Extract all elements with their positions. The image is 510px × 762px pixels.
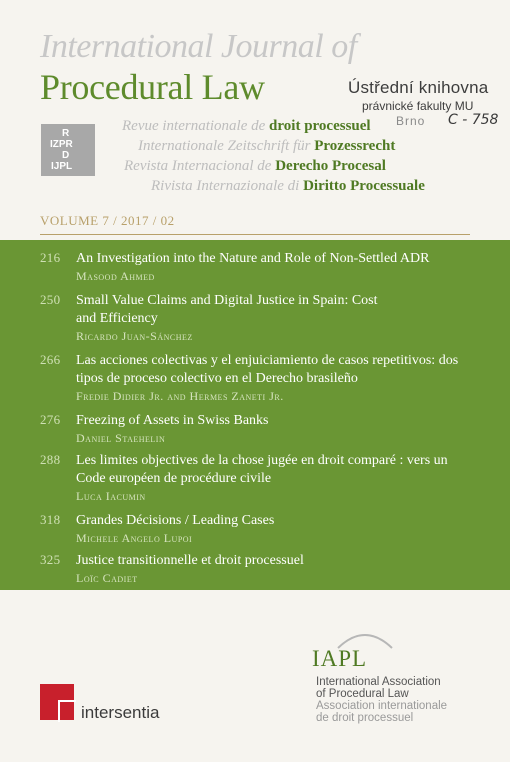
publisher-name: intersentia xyxy=(81,703,160,722)
contents-author: Loïc Cadiet xyxy=(76,571,138,585)
journal-title-line1: International Journal of xyxy=(40,28,357,65)
contents-page-number: 288 xyxy=(40,452,61,467)
contents-author: Masood Ahmed xyxy=(76,269,155,283)
subtitle-italian-bold: Diritto Processuale xyxy=(303,178,425,194)
divider-rule xyxy=(40,234,470,235)
journal-title-line2: Procedural Law xyxy=(40,67,265,107)
iapl-acronym: IAPL xyxy=(312,646,368,671)
stamp-city: Brno xyxy=(396,114,426,128)
contents-title: An Investigation into the Nature and Role of Non-Settled ADR xyxy=(76,251,430,266)
contents-author: Daniel Staehelin xyxy=(76,431,166,445)
contents-band xyxy=(0,240,510,590)
subtitle-spanish-prefix: Revista Internacional de xyxy=(124,158,276,174)
contents-author: Ricardo Juan-Sánchez xyxy=(76,329,193,343)
contents-page-number: 276 xyxy=(40,412,61,427)
contents-page-number: 216 xyxy=(40,250,61,265)
subtitle-german-prefix: Internationale Zeitschrift für xyxy=(138,138,315,154)
iapl-name-english-line2: of Procedural Law xyxy=(316,688,409,700)
subtitle-spanish-bold: Derecho Procesal xyxy=(275,158,386,174)
contents-page-number: 250 xyxy=(40,292,61,307)
iapl-name-french-line2: de droit processuel xyxy=(316,712,414,724)
contents-author: Luca Iacumin xyxy=(76,489,146,503)
iapl-name-english-line1: International Association xyxy=(316,676,441,688)
subtitle-french-bold: droit processuel xyxy=(269,118,371,134)
journal-logo-box xyxy=(41,124,95,176)
stamp-faculty: právnické fakulty MU xyxy=(362,99,474,113)
subtitle-german-bold: Prozessrecht xyxy=(314,138,396,154)
subtitle-italian-prefix: Rivista Internazionale di xyxy=(151,178,304,194)
subtitle-german xyxy=(138,138,395,155)
subtitle-italian xyxy=(151,178,425,195)
logo-izpr: IZPR xyxy=(50,139,73,150)
stamp-library-name: Ústřední knihovna xyxy=(348,78,489,97)
iapl-name-english xyxy=(316,676,441,700)
iapl-name-french xyxy=(316,700,447,724)
contents-page-number: 266 xyxy=(40,352,61,367)
subtitle-french xyxy=(122,118,371,135)
contents-author: Michele Angelo Lupoi xyxy=(76,531,193,545)
contents-title: Les limites objectives de la chose jugée en droit comparé : vers un Code européen de procédure civile xyxy=(76,453,448,486)
logo-ijpl: IJPL xyxy=(51,161,73,172)
subtitle-spanish xyxy=(124,158,386,175)
logo-letter-d: D xyxy=(62,150,70,161)
contents-page-number: 318 xyxy=(40,512,61,527)
logo-letter-r: R xyxy=(62,128,70,139)
contents-author: Fredie Didier Jr. and Hermes Zaneti Jr. xyxy=(76,389,284,403)
stamp-handwritten-number: C - 758 xyxy=(448,112,499,128)
contents-title: Small Value Claims and Digital Justice in Spain: Cost and Efficiency xyxy=(76,293,378,326)
contents-title: Justice transitionnelle et droit processuel xyxy=(76,553,304,568)
contents-page-number: 325 xyxy=(40,552,61,567)
contents-title: Grandes Décisions / Leading Cases xyxy=(76,513,275,528)
contents-title: Las acciones colectivas y el enjuiciamiento de casos repetitivos: dos tipos de proceso colectivo en el Derecho brasileño xyxy=(76,353,459,386)
contents-title: Freezing of Assets in Swiss Banks xyxy=(76,413,269,428)
subtitle-french-prefix: Revue internationale de xyxy=(122,118,270,134)
volume-issue: VOLUME 7 / 2017 / 02 xyxy=(40,213,175,228)
iapl-name-french-line1: Association internationale xyxy=(316,700,448,712)
intersentia-logo-mark xyxy=(58,700,76,722)
